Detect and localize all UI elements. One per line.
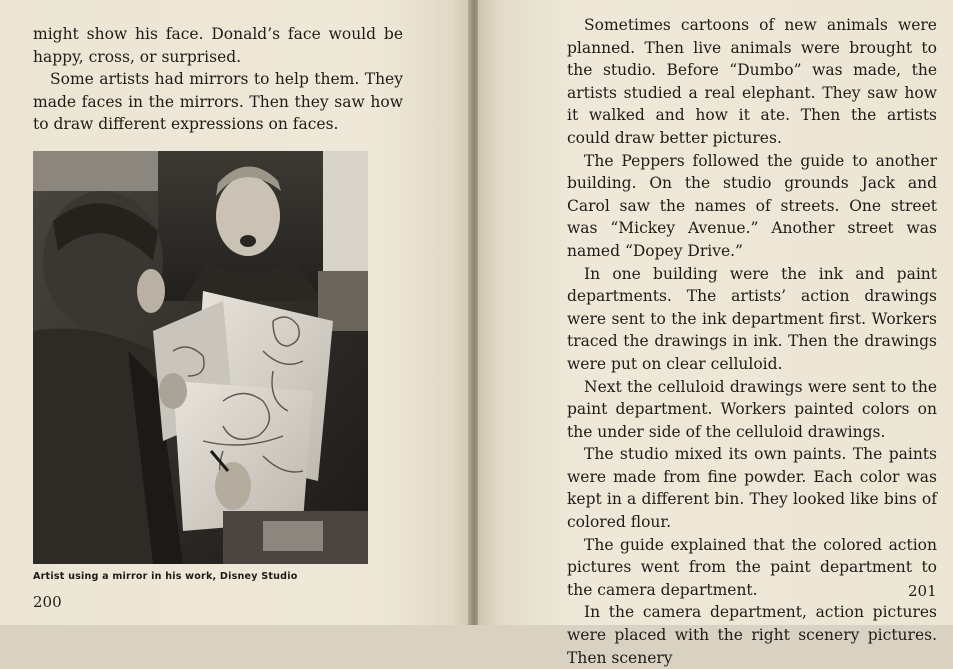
photo-caption: Artist using a mirror in his work, Disney Studio	[33, 571, 298, 582]
right-paragraph-1: Sometimes cartoons of new animals were planned. Then live animals were brought to the studio. Before “Dumbo” was made, the artists studied a real elephant. They saw how it walked and how it ate. Then the artists could draw better pictures.	[567, 16, 937, 147]
left-page	[0, 0, 470, 625]
left-page-text	[33, 23, 403, 136]
right-paragraph-7: In the camera department, action pictures were placed with the right scenery pictures. Then scenery	[567, 603, 937, 667]
right-paragraph-4: Next the celluloid drawings were sent to the paint department. Workers painted colors on the under side of the celluloid drawings.	[567, 377, 937, 441]
left-paragraph-2: Some artists had mirrors to help them. They made faces in the mirrors. Then they saw how to draw different expressions on faces.	[33, 70, 403, 134]
page-number-left: 200	[33, 593, 62, 611]
right-paragraph-5: The studio mixed its own paints. The paints were made from fine powder. Each color was kept in a different bin. They looked like bins of colored flour.	[567, 445, 937, 532]
right-page	[478, 0, 953, 667]
right-page-text	[567, 14, 937, 669]
left-paragraph-1: might show his face. Donald’s face would be happy, cross, or surprised.	[33, 25, 403, 66]
page-number-right: 201	[908, 582, 937, 600]
right-paragraph-3: In one building were the ink and paint departments. The artists’ action drawings were sent to the ink department first. Workers traced the drawings in ink. Then the drawings were put on clear celluloid.	[567, 264, 937, 373]
right-paragraph-6: The guide explained that the colored action pictures went from the paint department to the camera department.	[567, 535, 937, 599]
right-paragraph-2: The Peppers followed the guide to another building. On the studio grounds Jack and Carol saw the names of streets. One street was “Mickey Avenue.” Another street was named “Dopey Drive.”	[567, 151, 937, 260]
artist-mirror-photo	[33, 151, 368, 564]
